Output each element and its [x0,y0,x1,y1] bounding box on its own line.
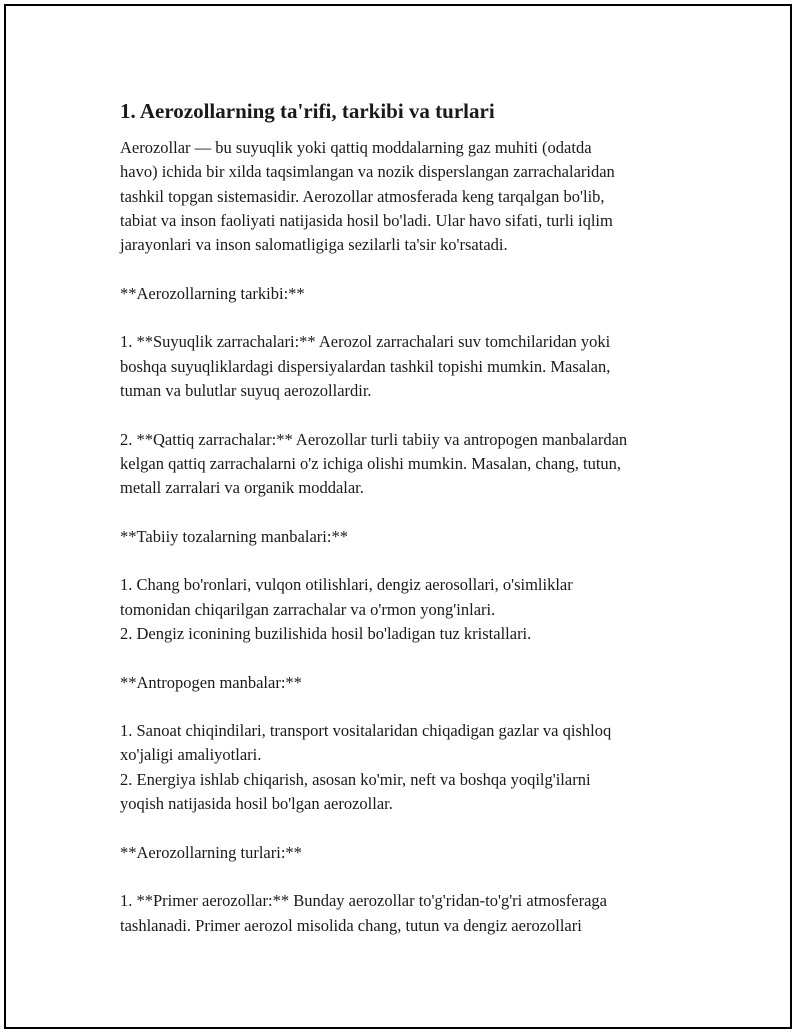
document-page [4,4,792,1029]
heading-types: **Aerozollarning turlari:** [120,842,302,862]
paragraph-intro: Aerozollar — bu suyuqlik yoki qattiq moddalarning gaz muhiti (odatda havo) ichida bir xilda taqsimlangan va nozik disperslangan zarrachalaridan tashkil topgan sistemasidir. Aerozollar atmosferada keng tarqalgan bo'lib, tabiat va inson faoliyati natijasida hosil bo'ladi. Ular havo sifati, turli iqlim jarayonlari va inson salomatligiga sezilarli ta'sir ko'rsatadi. [120,138,615,255]
list-anthropogenic-sources: 1. Sanoat chiqindilari, transport vositalaridan chiqadigan gazlar va qishloq xo'jaligi amaliyotlari. 2. Energiya ishlab chiqarish, asosan ko'mir, neft va boshqa yoqilg'ilarni yoqish natijasida hosil bo'lgan aerozollar. [120,721,612,814]
document-body [120,98,710,962]
page-title: 1. Aerozollarning ta'rifi, tarkibi va turlari [120,99,495,123]
paragraph-solid-particles: 2. **Qattiq zarrachalar:** Aerozollar turli tabiiy va antropogen manbalardan kelgan qattiq zarrachalarni o'z ichiga olishi mumkin. Masalan, chang, tutun, metall zarralari va organik moddalar. [120,429,628,498]
heading-composition: **Aerozollarning tarkibi:** [120,283,305,303]
paragraph-liquid-particles: 1. **Suyuqlik zarrachalari:** Aerozol zarrachalari suv tomchilaridan yoki boshqa suyuqliklardagi dispersiyalardan tashkil topishi mumkin. Masalan, tuman va bulutlar suyuq aerozollardir. [120,332,611,400]
paragraph-primary-aerosols: 1. **Primer aerozollar:** Bunday aerozollar to'g'ridan-to'g'ri atmosferaga tashlanadi. Primer aerozol misolida chang, tutun va dengiz aerozollari [120,891,608,935]
list-natural-sources: 1. Chang bo'ronlari, vulqon otilishlari, dengiz aerosollari, o'simliklar tomonidan chiqarilgan zarrachalar va o'rmon yong'inlari. 2. Dengiz iconining buzilishida hosil bo'ladigan tuz kristallari. [120,575,573,643]
heading-anthropogenic-sources: **Antropogen manbalar:** [120,672,302,692]
heading-natural-sources: **Tabiiy tozalarning manbalari:** [120,526,348,546]
